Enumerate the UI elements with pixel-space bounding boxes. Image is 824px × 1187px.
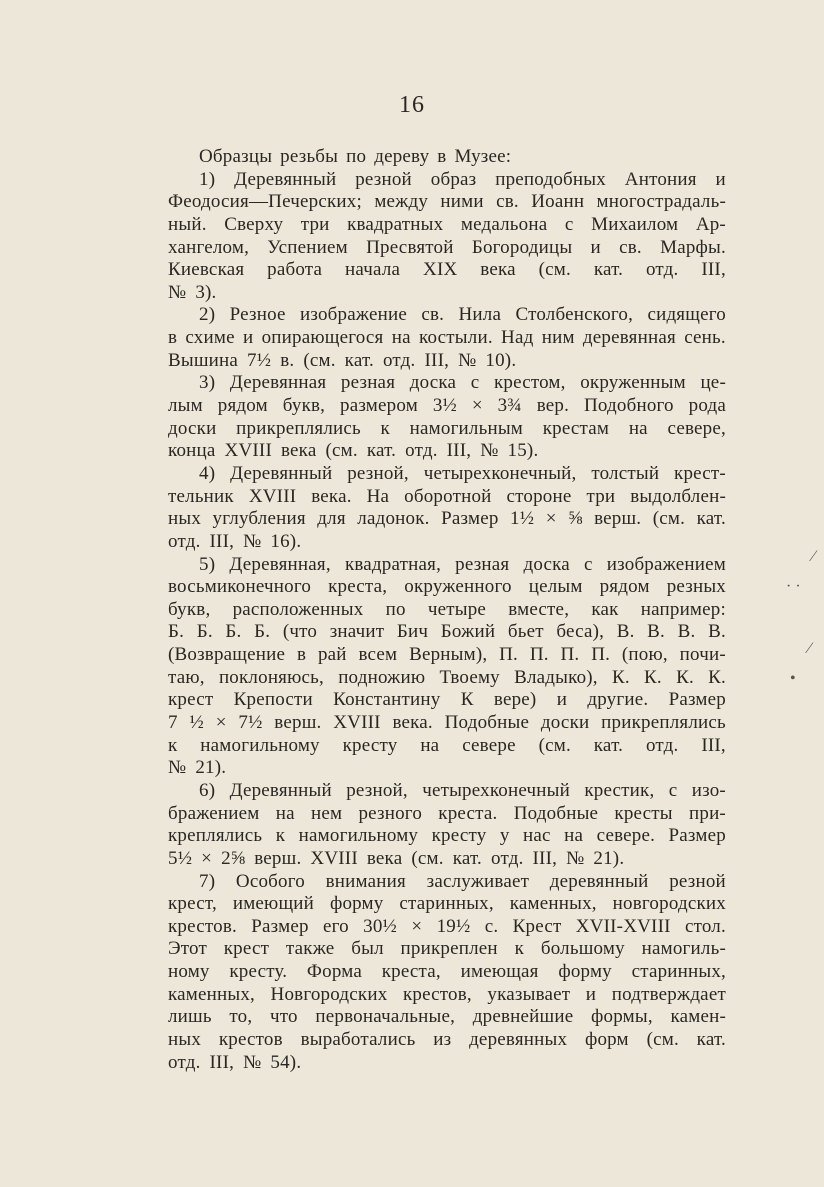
- text-line: доски прикреплялись к намогильным крестам на севере,: [168, 417, 726, 439]
- text-line: хангелом, Успением Пресвятой Богородицы и св. Марфы.: [168, 236, 726, 258]
- text-line: 3) Деревянная резная доска с крестом, окруженным це-: [199, 372, 726, 394]
- text-line: Вышина 7½ в. (см. кат. отд. III, № 10).: [168, 349, 517, 371]
- margin-mark: •: [790, 670, 796, 687]
- text-line: Б. Б. Б. Б. (что значит Бич Божий бьет беса), В. В. В. В.: [168, 621, 726, 643]
- page-number: 16: [399, 92, 425, 118]
- text-line: № 3).: [168, 281, 217, 303]
- text-line: 2) Резное изображение св. Нила Столбенского, сидящего: [199, 304, 726, 326]
- text-line: восьмиконечного креста, окруженного целым рядом резных: [168, 576, 726, 598]
- text-line: ный. Сверху три квадратных медальона с Михаилом Ар-: [168, 213, 726, 235]
- text-line: 7) Особого внимания заслуживает деревянный резной: [199, 870, 726, 892]
- text-line: отд. III, № 54).: [168, 1051, 302, 1073]
- text-line: таю, поклоняюсь, подножию Твоему Владыко), К. К. К. К.: [168, 666, 726, 688]
- text-line: Феодосия—Печерских; между ними св. Иоанн многострадаль-: [168, 191, 726, 213]
- margin-mark: ⁄: [812, 548, 815, 565]
- text-line: 4) Деревянный резной, четырехконечный, толстый крест-: [199, 462, 726, 484]
- text-line: к намогильному кресту на севере (см. кат. отд. III,: [168, 734, 726, 756]
- text-line: тельник XVIII века. На оборотной стороне три выдолблен-: [168, 485, 726, 507]
- margin-mark: ⁄: [808, 640, 811, 657]
- text-line: крест Крепости Константину К вере) и другие. Размер: [168, 689, 726, 711]
- body-text: [168, 146, 726, 1074]
- text-line: 5) Деревянная, квадратная, резная доска с изображением: [199, 553, 726, 575]
- text-line: Образцы резьбы по дереву в Музее:: [199, 146, 512, 167]
- text-line: крестов. Размер его 30½ × 19½ с. Крест XVII-XVIII стол.: [168, 915, 726, 937]
- text-line: 7 ½ × 7½ верш. XVIII века. Подобные доски прикреплялись: [168, 712, 726, 734]
- text-line: букв, расположенных по четыре вместе, как например:: [168, 598, 726, 620]
- text-line: 1) Деревянный резной образ преподобных Антония и: [199, 168, 726, 190]
- text-line: Киевская работа начала XIX века (см. кат. отд. III,: [168, 259, 726, 281]
- margin-mark: · ·: [786, 578, 801, 595]
- text-line: 6) Деревянный резной, четырехконечный крестик, с изо-: [199, 779, 726, 801]
- text-line: в схиме и опирающегося на костыли. Над ним деревянная сень.: [168, 327, 726, 349]
- text-line: каменных, Новгородских крестов, указывает и подтверждает: [168, 983, 726, 1005]
- text-line: лым рядом букв, размером 3½ × 3¾ вер. Подобного рода: [168, 395, 726, 417]
- text-line: ных крестов выработались из деревянных форм (см. кат.: [168, 1028, 726, 1050]
- text-line: крест, имеющий форму старинных, каменных, новгородских: [168, 893, 726, 915]
- text-line: лишь то, что первоначальные, древнейшие формы, камен-: [168, 1006, 726, 1028]
- text-line: № 21).: [168, 757, 227, 779]
- text-line: отд. III, № 16).: [168, 530, 302, 552]
- text-line: 5½ × 2⅝ верш. XVIII века (см. кат. отд. III, № 21).: [168, 847, 625, 869]
- text-line: конца XVIII века (см. кат. отд. III, № 15).: [168, 440, 539, 462]
- text-line: Этот крест также был прикреплен к большому намогиль-: [168, 938, 726, 960]
- text-line: креплялись к намогильному кресту у нас на севере. Размер: [168, 825, 726, 847]
- text-line: (Возвращение в рай всем Верным), П. П. П. П. (пою, почи-: [168, 644, 726, 666]
- text-line: ных углубления для ладонок. Размер 1½ × ⅝ верш. (см. кат.: [168, 508, 726, 530]
- text-line: ному кресту. Форма креста, имеющая форму старинных,: [168, 961, 726, 983]
- text-line: бражением на нем резного креста. Подобные кресты при-: [168, 802, 726, 824]
